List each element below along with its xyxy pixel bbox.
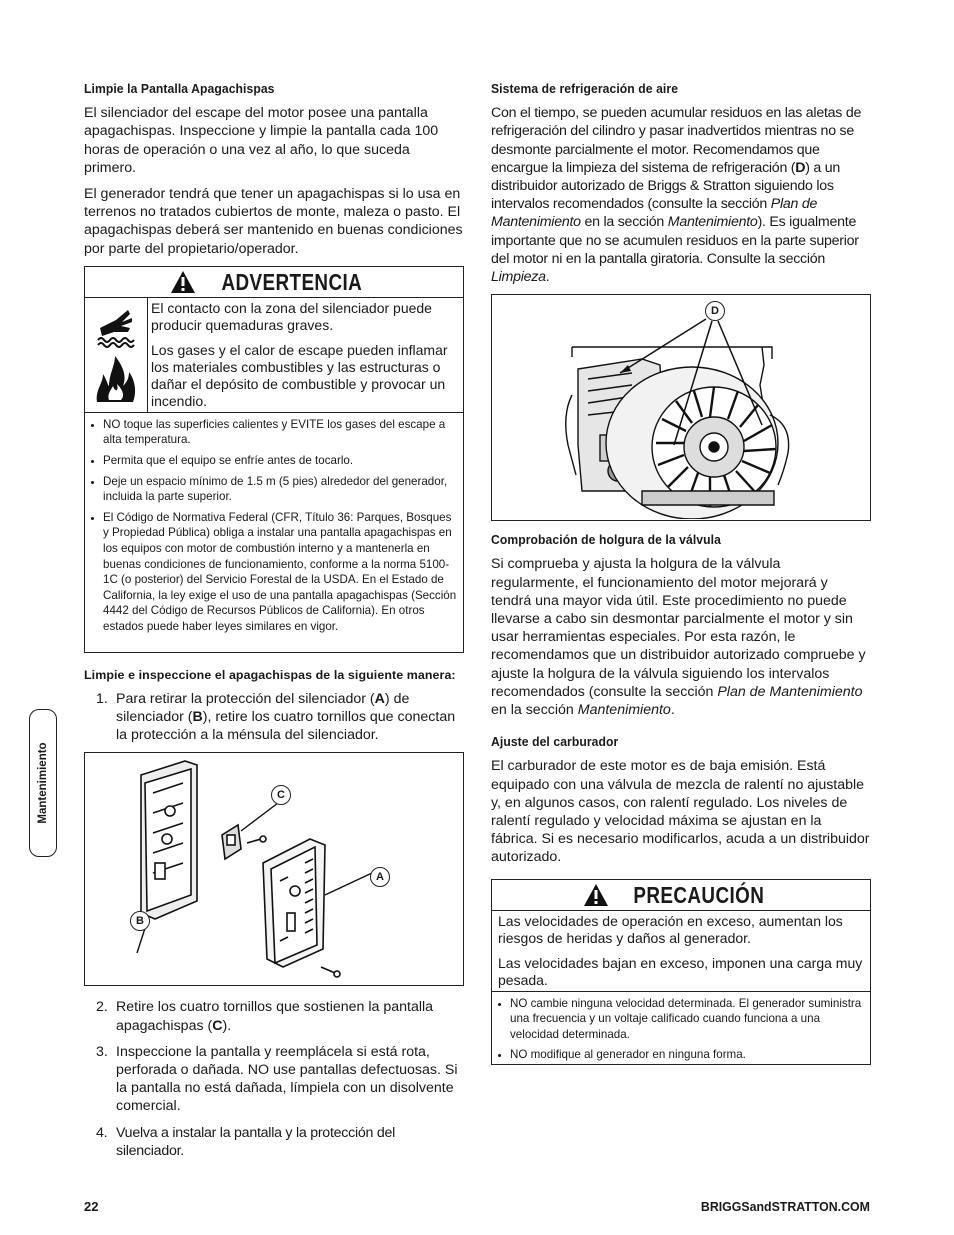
step-number: 1. [96, 690, 108, 707]
list-item: • El Código de Normativa Federal (CFR, Título 36: Parques, Bosques y Propiedad Pública) obliga a instalar una pantalla apagachispas en los equipos con motor de combustión interno y a mantenerla en buenas condiciones de funcionamiento, conforme a la norma 5100-1C (o posterior) del Servicio Forestal de la USDA. En el Estado de California, la ley exige el uso de una pantalla apagachispas (Sección 4442 del Código de Recursos Públicos de California). En otros estados puede haber leyes similares en vigor. [103, 510, 457, 635]
callout-c: C [271, 785, 291, 805]
section-heading-inspect [84, 666, 464, 684]
text-run: ) a un distribuidor autorizado de Briggs & Stratton siguiendo los intervalos recomendados (consulte la sección [491, 159, 841, 213]
warning-message [85, 298, 463, 413]
warning-title: ADVERTENCIA [221, 268, 363, 295]
italic-ref: Plan de Mantenimiento [491, 196, 818, 231]
page-number: 22 [84, 1199, 99, 1214]
right-column [491, 80, 871, 1065]
warning-box [84, 266, 464, 653]
caution-text-line: Las velocidades bajan en exceso, imponen una carga muy pesada. [498, 954, 863, 988]
ref-letter: C [212, 1017, 223, 1034]
caution-text [492, 911, 870, 992]
list-item: • NO toque las superficies calientes y EVITE los gases del escape a alta temperatura. [103, 417, 457, 448]
warning-text-line: El contacto con la zona del silenciador puede producir quemaduras graves. [151, 299, 432, 333]
warning-triangle-icon [170, 270, 196, 294]
warning-header [85, 267, 463, 298]
warning-icons [85, 298, 148, 412]
italic-ref: Limpieza [491, 269, 546, 286]
paragraph: El carburador de este motor es de baja emisión. Está equipado con una válvula de mezcla de ralentí no ajustable y, en algunos casos, con ralentí regulado. Los niveles de ralentí regulado y velocidad máxima se ajustan en la fábrica. Si es necesario modificarlos, acuda a un distribuidor autorizado. [491, 758, 870, 866]
list-item: • Deje un espacio mínimo de 1.5 m (5 pies) alrededor del generador, incluida la parte superior. [103, 474, 457, 505]
paragraph: El generador tendrá que tener un apagachispas si lo usa en terrenos no tratados cubiertos de monte, maleza o pasto. El apagachispas deberá ser mantenido en buenas condiciones por parte del propietario/operador. [84, 186, 463, 257]
warning-bullets [85, 413, 463, 644]
step-item [96, 1043, 464, 1116]
callout-a: A [370, 867, 390, 887]
list-item: • NO modifique al generador en ninguna forma. [510, 1047, 864, 1063]
fire-hazard-icon [93, 354, 139, 404]
italic-ref: Mantenimiento [667, 214, 758, 231]
steps-list-a [84, 690, 464, 745]
step-text: Para retirar la protección del silenciador ( [116, 690, 375, 707]
step-text: ). [222, 1017, 232, 1034]
caution-box [491, 879, 871, 1065]
text-run: Con el tiempo, se pueden acumular residuos en las aletas de refrigeración del cilindro y pasar inadvertidos mientras no se desmonte parcialmente el motor. Recomendamos que encargue la limpieza del sistema de refrigeración ( [491, 105, 862, 176]
caution-bullets [492, 992, 870, 1072]
left-column [84, 80, 464, 1168]
ref-letter: D [795, 159, 806, 176]
engine-diagram [492, 295, 869, 519]
section-heading-spark-arrester: Limpie la Pantalla Apagachispas [84, 81, 275, 96]
step-text: Vuelva a instalar la pantalla y la protección del silenciador. [116, 1124, 396, 1159]
website-link[interactable]: BRIGGSandSTRATTON.COM [700, 1199, 870, 1214]
list-item: • Permita que el equipo se enfríe antes de tocarlo. [103, 453, 457, 469]
caution-title: PRECAUCIÓN [633, 881, 765, 908]
step-number: 2. [96, 999, 108, 1016]
step-number: 3. [96, 1043, 108, 1060]
heading-text: Limpie e inspeccione el apagachispas de la siguiente manera: [84, 667, 456, 682]
step-item [96, 998, 464, 1034]
warning-text-line: Los gases y el calor de escape pueden inflamar los materiales combustibles y las estructuras o dañar el depósito de combustible y provocar un incendio. [151, 341, 448, 409]
paragraph [491, 104, 871, 286]
step-item [96, 690, 464, 745]
list-item: • NO cambie ninguna velocidad determinada. El generador suministra una frecuencia y un voltaje calificado cuando funciona a una velocidad determinada. [510, 996, 864, 1043]
text-run: en la sección [580, 214, 668, 231]
warning-triangle-icon [583, 883, 609, 907]
text-run: en la sección [491, 702, 578, 719]
hot-surface-burn-icon [94, 306, 138, 350]
italic-ref: Plan de Mantenimiento [717, 683, 863, 700]
section-heading-carburetor: Ajuste del carburador [491, 734, 619, 750]
text-run: Si comprueba y ajusta la holgura de la válvula regularmente, el funcionamiento del motor mejorará y tendrá una mayor vida útil. Este procedimiento no puede llevarse a cabo sin desmontar parcialmente el motor y sin usar herramientas especiales. Por esta razón, le recomendamos que un distribuidor autorizado compruebe y ajuste la holgura de la válvula siguiendo los intervalos recomendados (consulte la sección [491, 556, 866, 700]
step-item [96, 1124, 464, 1160]
section-heading-air-cooling: Sistema de refrigeración de aire [491, 81, 679, 96]
section-heading-valve-clearance: Comprobación de holgura de la válvula [491, 532, 721, 548]
muffler-figure [84, 752, 464, 986]
side-tab-label: Mantenimiento [37, 742, 49, 824]
step-text: Inspeccione la pantalla y reemplácela si está rota, perforada o dañada. NO use pantallas defectuosas. Si la pantalla no está dañada, límpiela con un disolvente comercial. [116, 1043, 458, 1115]
text-run: . [545, 269, 550, 286]
side-section-tab [29, 709, 57, 857]
caution-text-line: Las velocidades de operación en exceso, aumentan los riesgos de heridas y daños al generador. [498, 912, 843, 946]
text-run: ). Es igualmente importante que no se acumulen residuos en la parte superior del motor ni en la pantalla giratoria. Consulte la sección [491, 214, 859, 267]
text-run: . [670, 702, 675, 719]
caution-header [492, 880, 870, 911]
step-text: ), retire los cuatro tornillos que conectan la protección a la ménsula del silenciador. [116, 709, 456, 744]
engine-cooling-figure [491, 294, 871, 521]
paragraph [491, 555, 871, 719]
italic-ref: Mantenimiento [577, 702, 671, 719]
step-number: 4. [96, 1124, 108, 1141]
steps-list-b [84, 998, 464, 1160]
step-text: ) de silenciador ( [116, 690, 410, 726]
warning-text [148, 298, 463, 412]
ref-letter: A [374, 690, 385, 707]
step-text: Retire los cuatro tornillos que sostienen la pantalla apagachispas ( [116, 999, 434, 1034]
ref-letter: B [192, 709, 203, 726]
callout-b: B [130, 911, 150, 931]
callout-d: D [705, 301, 725, 321]
paragraph: El silenciador del escape del motor posee una pantalla apagachispas. Inspeccione y limpie la pantalla cada 100 horas de operación o una vez al año, lo que suceda primero. [84, 105, 439, 176]
